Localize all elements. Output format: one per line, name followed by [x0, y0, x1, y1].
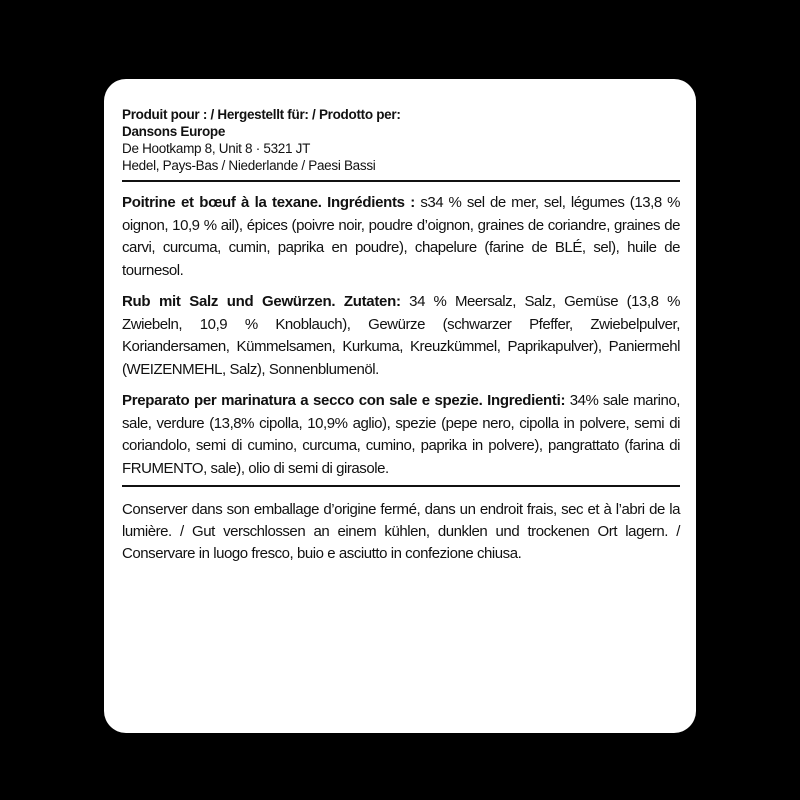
producer-company: Dansons Europe [122, 124, 226, 139]
ingredients-italian-text: 34% sale marino, sale, verdure (13,8% cipolla, 10,9% aglio), spezie (pepe nero, cipolla in polvere, semi di coriandolo, semi di cumino, curcuma, cumino, paprika in polvere), pangrattato (farina di FRUMENTO, sale), olio di semi di girasole. [122, 392, 680, 477]
producer-info [122, 106, 680, 174]
divider-top [122, 180, 680, 182]
divider-bottom [122, 485, 680, 487]
storage-instructions: Conserver dans son emballage d’origine fermé, dans un endroit frais, sec et à l’abri de la lumière. / Gut verschlossen an einem kühlen, dunklen und trockenen Ort lagern. / Conservare in luogo fresco, buio e asciutto in confezione chiusa. [122, 501, 680, 562]
ingredients-french-text: s34 % sel de mer, sel, légumes (13,8 % oignon, 10,9 % ail), épices (poivre noir, poudre d’oignon, graines de coriandre, graines de carvi, curcuma, cumin, paprika en poudre), chapelure (farine de BLÉ, sel), huile de tournesol. [122, 194, 680, 279]
producer-heading: Produit pour : / Hergestellt für: / Prodotto per: [122, 107, 401, 122]
ingredients-french [122, 192, 680, 282]
ingredients-french-heading: Poitrine et bœuf à la texane. Ingrédients : [122, 194, 415, 211]
ingredients-italian-heading: Preparato per marinatura a secco con sale e spezie. Ingredienti: [122, 392, 566, 409]
ingredients-german-heading: Rub mit Salz und Gewürzen. Zutaten: [122, 293, 401, 310]
ingredients-german-text: 34 % Meersalz, Salz, Gemüse (13,8 % Zwiebeln, 10,9 % Knoblauch), Gewürze (schwarzer Pfeffer, Zwiebelpulver, Koriandersamen, Kümmelsamen, Kurkuma, Kreuzkümmel, Paprikapulver), Paniermehl (WEIZENMEHL, Salz), Sonnenblumenöl. [122, 293, 680, 378]
product-label [104, 79, 696, 733]
producer-address-line1: De Hootkamp 8, Unit 8 · 5321 JT [122, 141, 311, 156]
ingredients-italian [122, 390, 680, 480]
ingredients-german [122, 291, 680, 381]
producer-address-line2: Hedel, Pays-Bas / Niederlande / Paesi Bassi [122, 158, 376, 173]
